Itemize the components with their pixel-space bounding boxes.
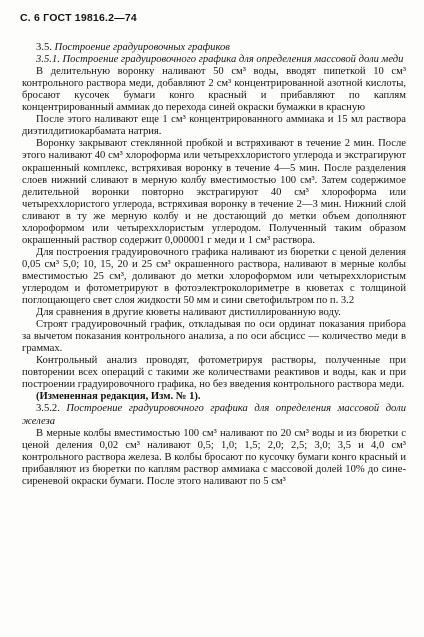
page-header: С. 6 ГОСТ 19816.2—74	[20, 12, 137, 24]
paragraph: Контрольный анализ проводят, фотометрируя растворы, полученные при повторении всех операций с такими же количествами реактивов и воды, как и при построении градуировочного графика, но без введения контрольного раствора меди.	[22, 355, 406, 391]
section-number: 3.5.1.	[36, 54, 60, 66]
paragraph: Воронку закрывают стеклянной пробкой и встряхивают в течение 2 мин. После этого наливают 40 см³ хлороформа или четыреххлористого углерода и экстрагируют окрашенный комплекс, встряхивая воронку в течение 4—5 мин. После разделения слоев нижний сливают в мерную колбу вместимостью 100 см³. Затем содержимое делительной воронки повторно экстрагируют 40 см³ хлороформа или четыреххлористого углерода, встряхивая воронку в течение 2—3 мин. Нижний слой сливают в ту же мерную колбу и не достающий до метки объем дополняют хлороформом или четыреххлористым углеродом. Полученный таким образом окрашенный раствор содержит 0,000001 г меди и 1 см³ раствора.	[22, 138, 406, 246]
section-title: Построение градуировочных графиков	[54, 42, 230, 54]
amendment-note: (Измененная редакция, Изм. № 1).	[36, 391, 201, 403]
section-title: Построение градуировочного графика для определения массовой доли меди	[62, 54, 404, 66]
section-heading-3-5	[22, 42, 406, 54]
paragraph: Строят градуировочный график, откладывая по оси ординат показания прибора за вычетом показания контрольного анализа, а по оси абсцисс — количество меди в граммах.	[22, 319, 406, 355]
section-heading-3-5-1	[22, 54, 406, 66]
section-number: 3.5.2.	[36, 403, 60, 415]
paragraph: В мерные колбы вместимостью 100 см³ наливают по 20 см³ воды и из бюретки с ценой деления 0,02 см³ наливают 0,5; 1,0; 1,5; 2,0; 2,5; 3,0; 3,5 и 4,0 см³ контрольного раствора железа. В колбы бросают по кусочку бумаги конго красный и прибавляют из бюретки по каплям раствор аммиака с массовой долей 10% до сине-сиреневой окраски бумаги. После этого наливают по 5 см³	[22, 427, 406, 487]
section-title: Построение градуировочного графика для определения массовой доли железа	[22, 403, 407, 427]
section-number: 3.5.	[36, 42, 52, 54]
paragraph: После этого наливают еще 1 см³ концентрированного аммиака и 15 мл раствора диэтилдитиокарбамата натрия.	[22, 114, 406, 138]
paragraph: Для построения градуировочного графика наливают из бюретки с ценой деления 0,05 см³ 5,0; 10, 15, 20 и 25 см³ окрашенного раствора, наливают в мерные колбы вместимостью 25 см³, доливают до метки хлороформом или четыреххлористым углеродом и фотометрируют в фотоэлектроколориметре в кюветах с толщиной поглощающего свет слоя жидкости 50 мм и сини светофильтром по п. 3.2	[22, 246, 406, 307]
section-heading-3-5-2	[22, 403, 406, 427]
paragraph: В делительную воронку наливают 50 см³ воды, вводят пипеткой 10 см³ контрольного раствора меди, добавляют 2 см³ концентрированной азотной кислоты, бросают кусочек бумаги конго красный и прибавляют по каплям концентрированный аммиак до перехода синей окраски бумажки в красную	[22, 66, 406, 114]
paragraph: Для сравнения в другие кюветы наливают дистиллированную воду.	[36, 307, 341, 319]
